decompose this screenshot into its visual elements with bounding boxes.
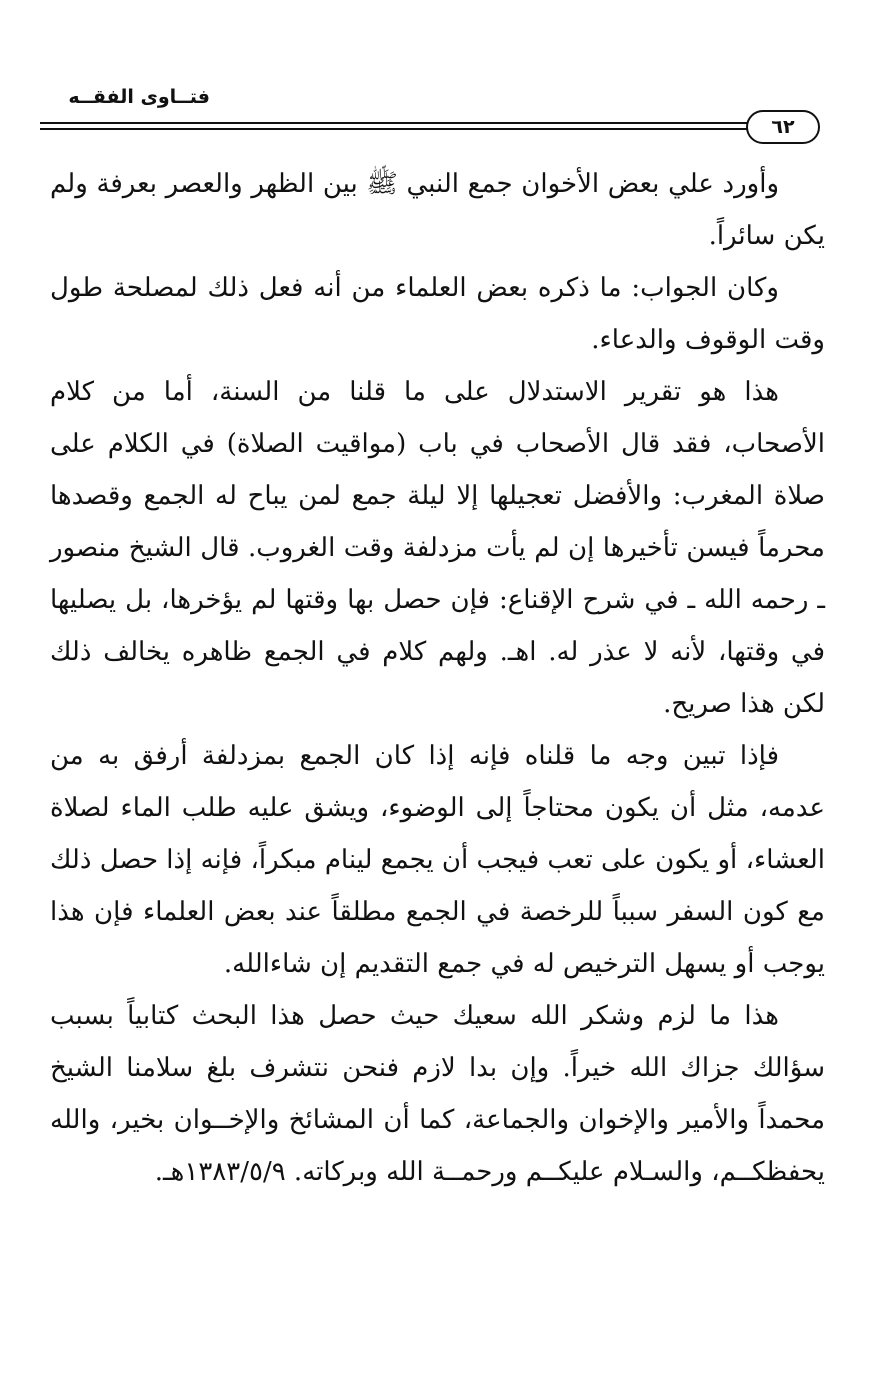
- paragraph-answer: وكان الجواب: ما ذكره بعض العلماء من أنه فعل ذلك لمصلحة طول وقت الوقوف والدعاء.: [50, 273, 825, 355]
- paragraph-closing: هذا ما لزم وشكر الله سعيك حيث حصل هذا البحث كتابياً بسبب سؤالك جزاك الله خيراً. وإن بدا لازم فنحن نتشرف بلغ سلامنا الشيخ محمداً والأمير والإخوان والجماعة، كما أن المشائخ والإخــوان بخير، والله يحفظكــم، والسـلام عليكــم ورحمــة الله وبركاته. ١٣٨٣/٥/٩هـ.: [50, 1001, 825, 1187]
- running-title: فتــاوى الفقــه: [68, 86, 210, 108]
- paragraph-conclusion: فإذا تبين وجه ما قلناه فإنه إذا كان الجمع بمزدلفة أرفق به من عدمه، مثل أن يكون محتاجاً إلى الوضوء، ويشق عليه طلب الماء لصلاة العشاء، أو يكون على تعب فيجب أن يجمع لينام مبكراً، فإنه إذا حصل ذلك مع كون السفر سبباً للرخصة في الجمع مطلقاً عند بعض العلماء فإن هذا يوجب أو يسهل الترخيص له في جمع التقديم إن شاءالله.: [50, 741, 825, 979]
- header-rule: [40, 122, 760, 130]
- paragraph-question: وأورد علي بعض الأخوان جمع النبي ﷺ بين الظهر والعصر بعرفة ولم يكن سائراً.: [50, 169, 825, 251]
- paragraph-scholars-view: هذا هو تقرير الاستدلال على ما قلنا من السنة، أما من كلام الأصحاب، فقد قال الأصحاب في باب (مواقيت الصلاة) في الكلام على صلاة المغرب: والأفضل تعجيلها إلا ليلة جمع لمن يباح له الجمع وقصدها محرماً فيسن تأخيرها إن لم يأت مزدلفة وقت الغروب. قال الشيخ منصور ـ رحمه الله ـ في شرح الإقناع: فإن حصل بها وقتها لم يؤخرها، بل يصليها في وقتها، لأنه لا عذر له. اهـ. ولهم كلام في الجمع ظاهره يخالف ذلك لكن هذا صريح.: [50, 377, 825, 719]
- page-number: ٦٢: [746, 110, 820, 144]
- body-text: [50, 158, 825, 1198]
